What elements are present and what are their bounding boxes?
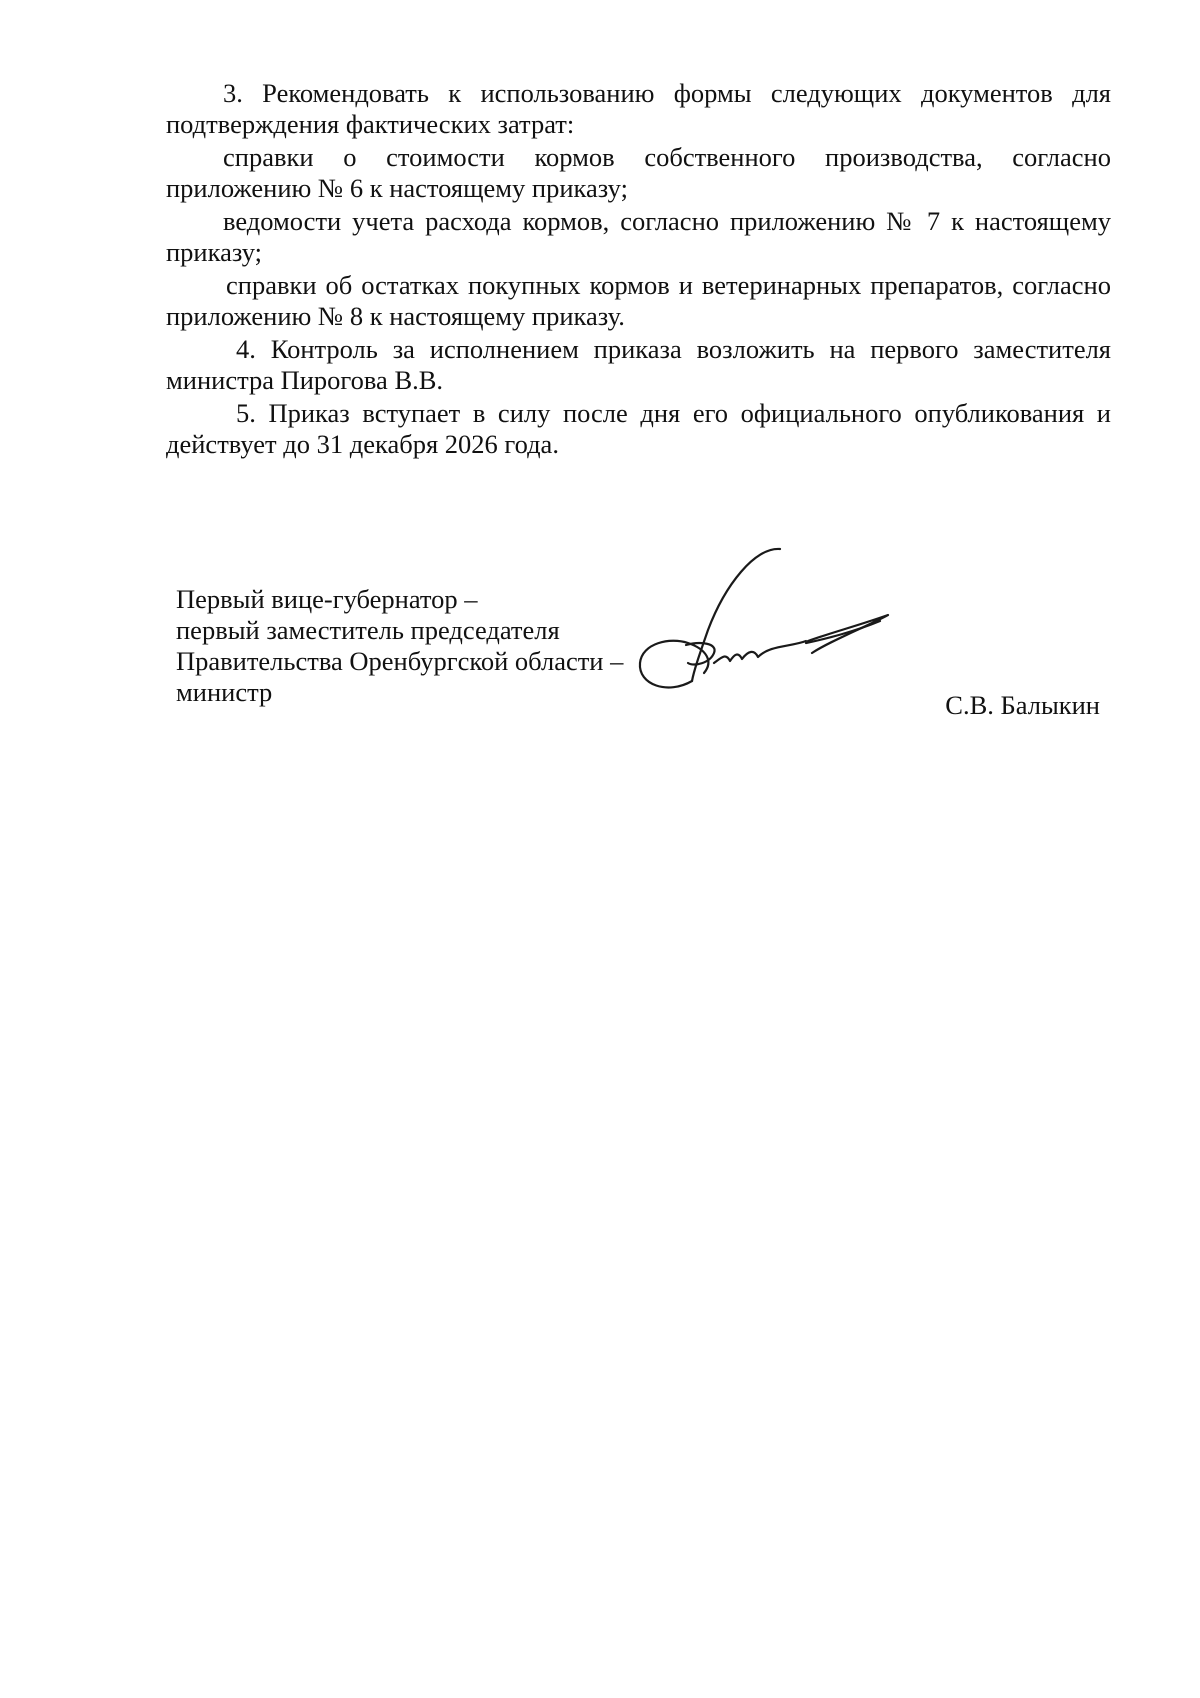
- paragraph-subitem-feed-remains: справки об остатках покупных кормов и ветеринарных препаратов, согласно приложению № 8 к настоящему приказу.: [166, 270, 1111, 331]
- paragraph-item-3: 3. Рекомендовать к использованию формы следующих документов для подтверждения фактических затрат:: [166, 78, 1111, 139]
- signatory-position: [176, 584, 623, 708]
- document-body: [166, 78, 1111, 462]
- position-line: первый заместитель председателя: [176, 615, 560, 645]
- paragraph-item-5: 5. Приказ вступает в силу после дня его официального опубликования и действует до 31 декабря 2026 года.: [166, 398, 1111, 459]
- position-line: министр: [176, 677, 273, 707]
- position-line: Правительства Оренбургской области –: [176, 646, 624, 676]
- position-line: Первый вице-губернатор –: [176, 584, 478, 614]
- paragraph-subitem-feed-consumption: ведомости учета расхода кормов, согласно приложению № 7 к настоящему приказу;: [166, 206, 1111, 267]
- paragraph-item-4: 4. Контроль за исполнением приказа возложить на первого заместителя министра Пирогова В.В.: [166, 334, 1111, 395]
- signer-name: С.В. Балыкин: [945, 690, 1100, 720]
- paragraph-subitem-feed-cost: справки о стоимости кормов собственного производства, согласно приложению № 6 к настоящему приказу;: [166, 142, 1111, 203]
- handwritten-signature: [630, 545, 900, 705]
